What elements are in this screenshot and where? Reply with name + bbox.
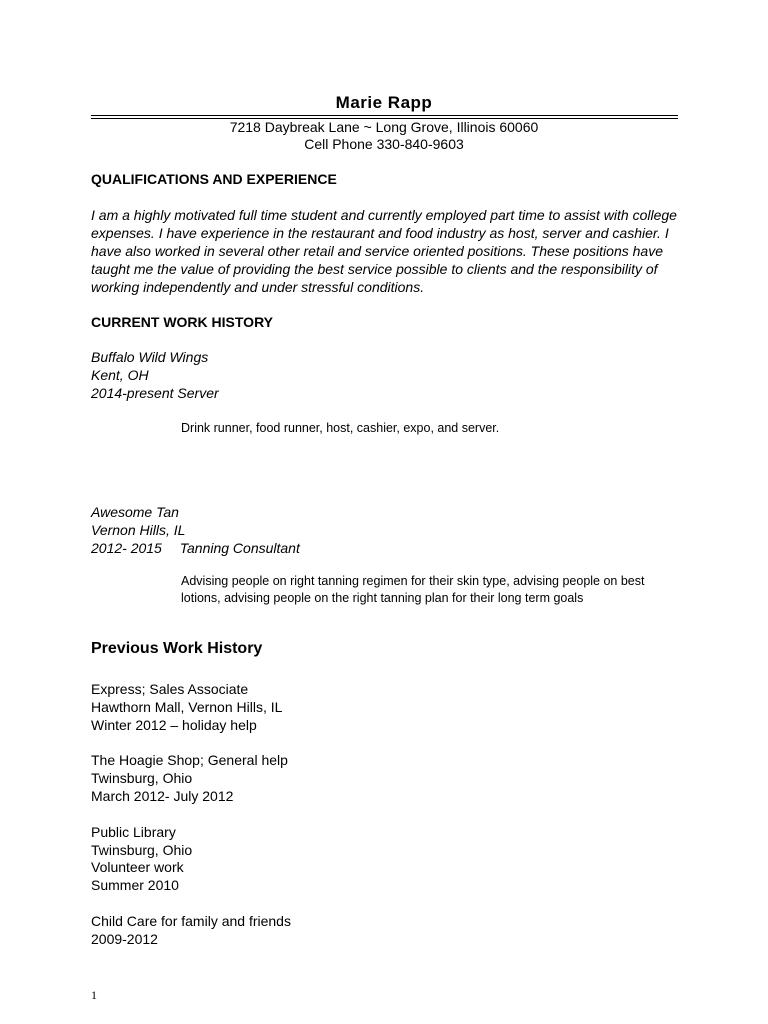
job-employer: Buffalo Wild Wings [91,349,209,365]
applicant-name: Marie Rapp [335,93,433,112]
job-dates-title [91,540,300,556]
previous-work-heading: Previous Work History [91,640,263,657]
job-employer: Awesome Tan [91,504,179,520]
current-work-heading: CURRENT WORK HISTORY [91,314,273,330]
job-location: Vernon Hills, IL [91,522,186,538]
prev-entry-line: 2009-2012 [91,931,158,947]
job-location: Kent, OH [91,367,149,383]
prev-entry-line: Express; Sales Associate [91,681,249,697]
prev-entry-line: Volunteer work [91,859,184,875]
prev-entry-line: Winter 2012 – holiday help [91,717,257,733]
prev-entry-line: Twinsburg, Ohio [91,842,193,858]
phone-line: Cell Phone 330-840-9603 [304,136,464,152]
qualifications-heading: QUALIFICATIONS AND EXPERIENCE [91,171,337,187]
qualifications-paragraph: I am a highly motivated full time student and currently employed part time to assist with college expenses. I have experience in the restaurant and food industry as host, server and cashier. I have also worked in several other retail and service oriented positions. These positions have taught me the value of providing the best service possible to clients and the responsibility of working independently and under stressful conditions. [91,207,677,295]
job-description: Advising people on right tanning regimen for their skin type, advising people on best lotions, advising people on the right tanning plan for their long term goals [181,574,645,605]
job-title: Server [177,385,219,401]
prev-entry-line: Child Care for family and friends [91,913,291,929]
address-line: 7218 Daybreak Lane ~ Long Grove, Illinois 60060 [229,119,539,135]
job-title: Tanning Consultant [179,540,300,556]
header-divider-top [91,115,678,116]
job-dates: 2014-present [91,385,174,401]
job-description: Drink runner, food runner, host, cashier, expo, and server. [181,421,500,435]
prev-entry-line: Twinsburg, Ohio [91,770,193,786]
job-dates: 2012- 2015 [91,540,162,556]
prev-entry-line: Public Library [91,824,176,840]
prev-entry-line: Summer 2010 [91,877,179,893]
prev-entry-line: March 2012- July 2012 [91,788,234,804]
prev-entry-line: Hawthorn Mall, Vernon Hills, IL [91,699,283,715]
page-number: 1 [91,988,97,1002]
job-dates-title [91,385,219,401]
prev-entry-line: The Hoagie Shop; General help [91,752,288,768]
